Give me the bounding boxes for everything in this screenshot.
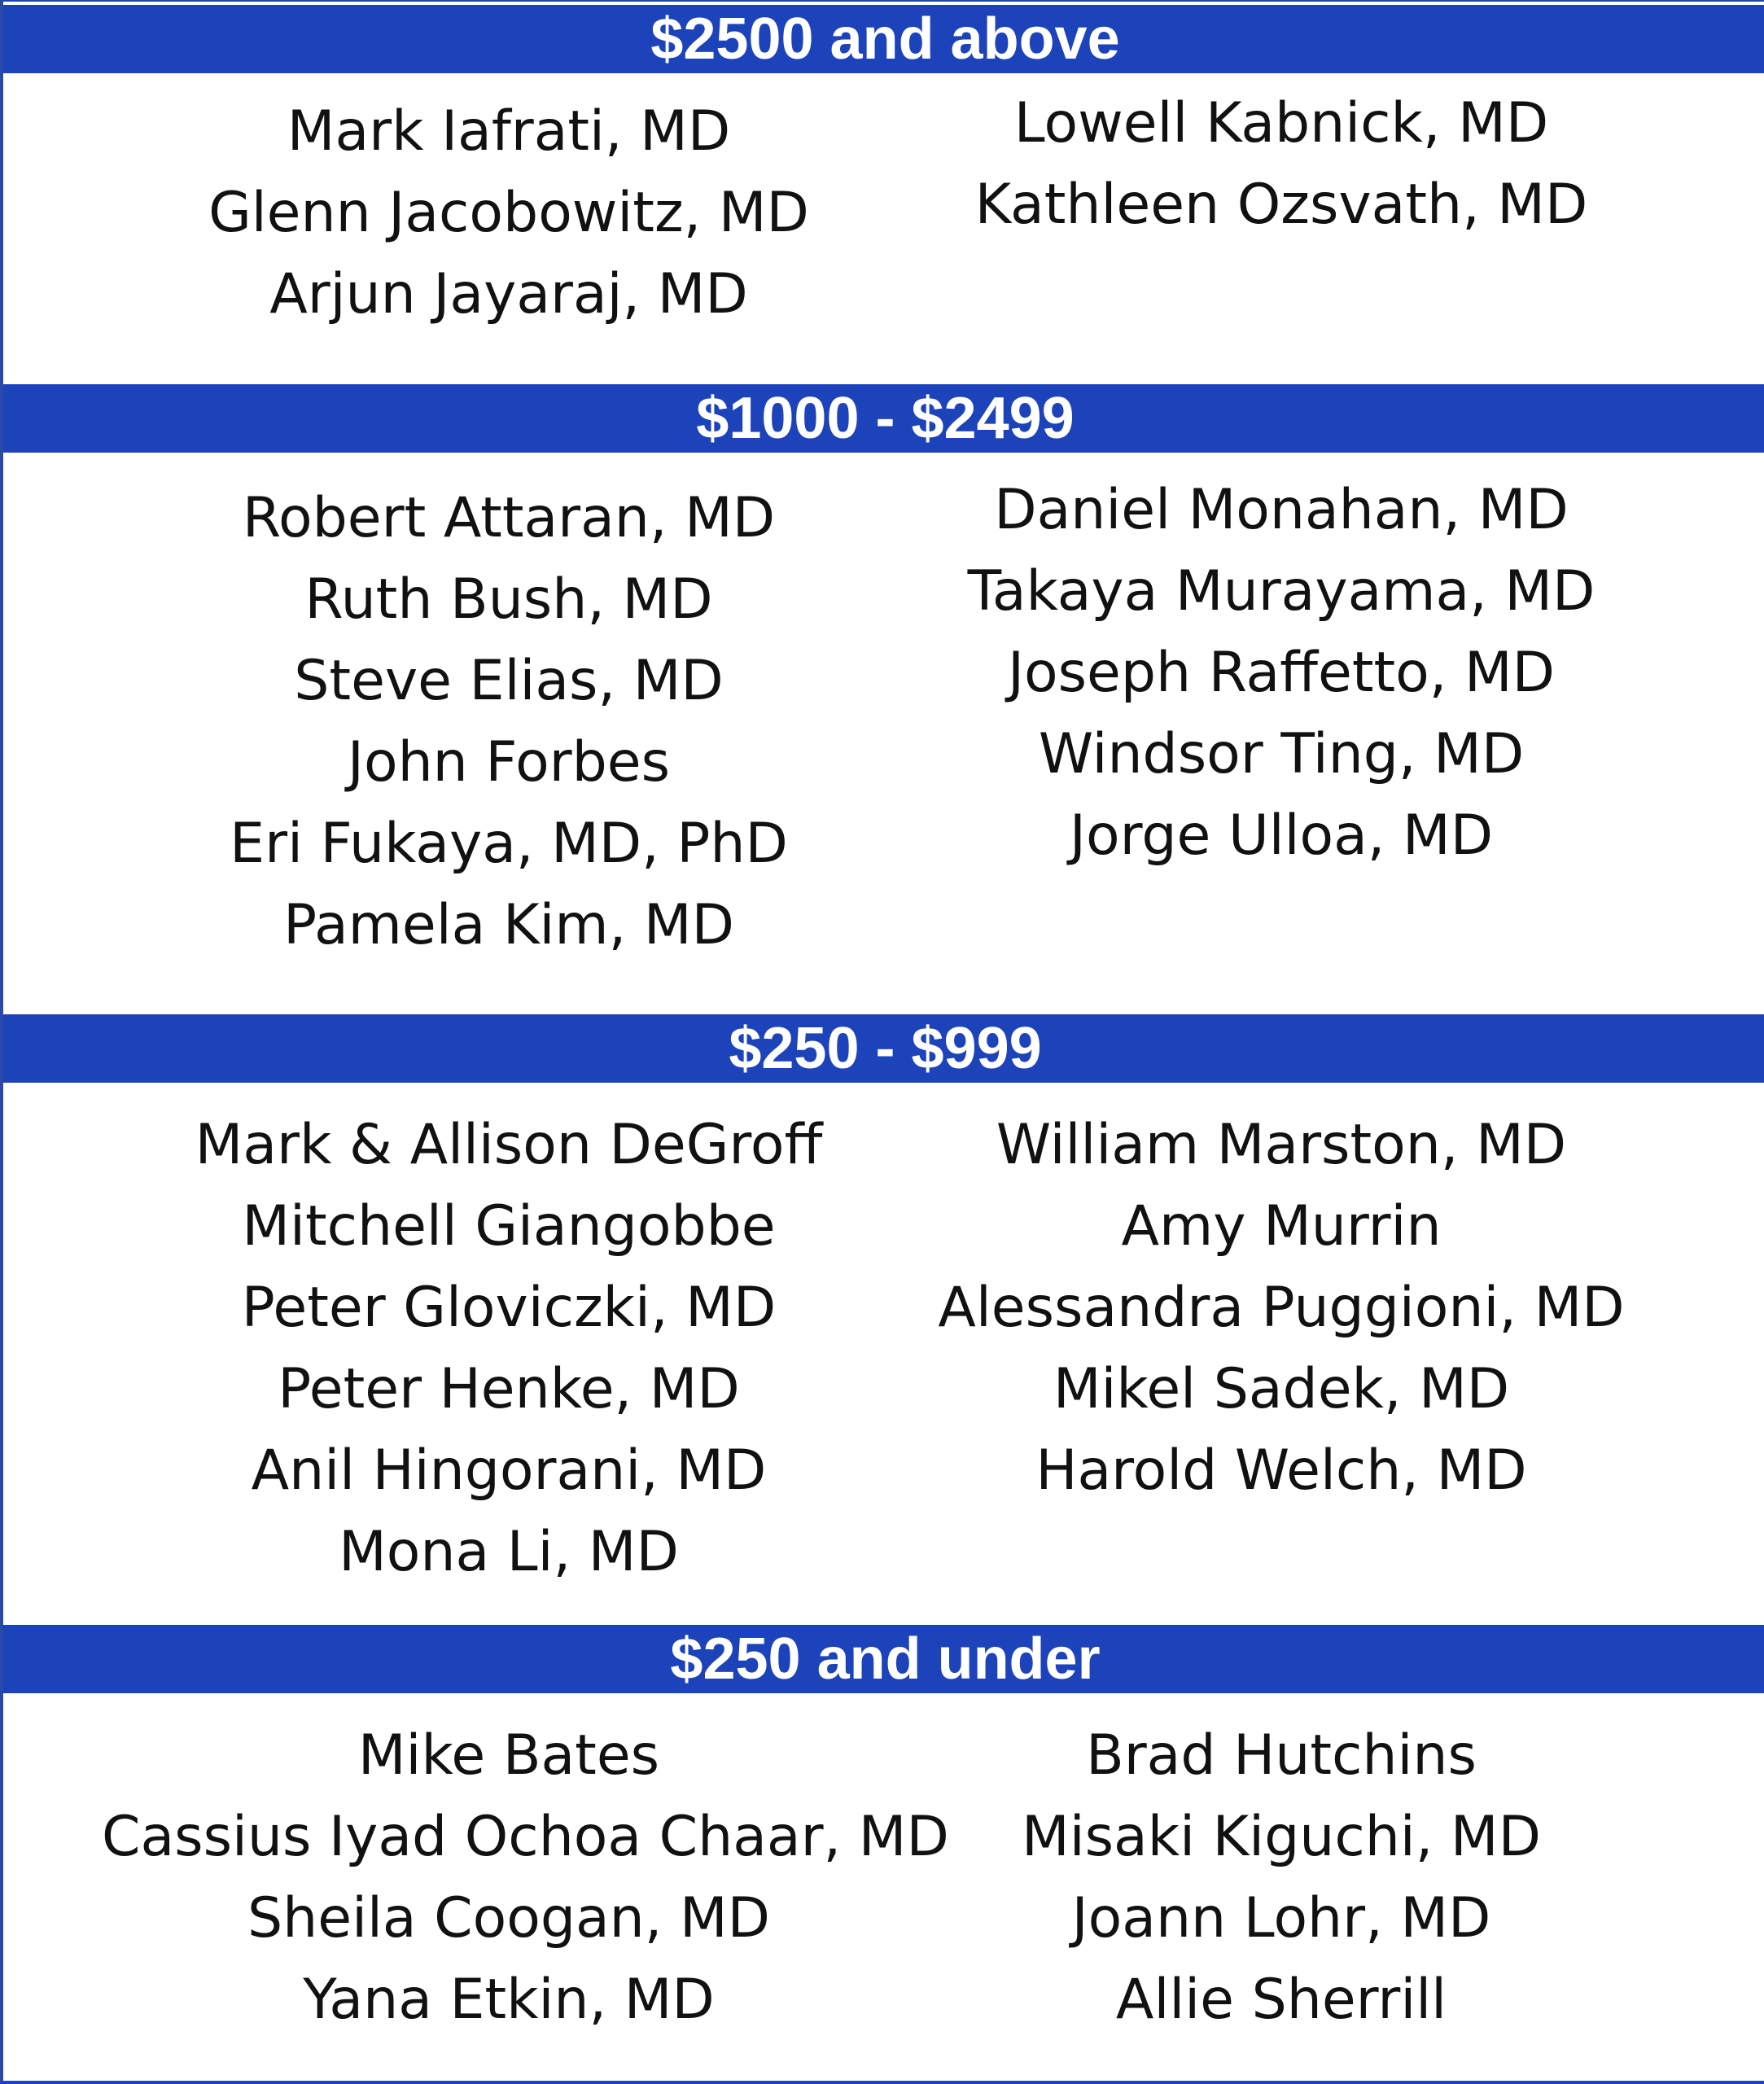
donor-name: Harold Welch, MD — [1035, 1438, 1527, 1503]
donor-name: Mark Iafrati, MD — [287, 99, 731, 164]
donor-name: Pamela Kim, MD — [283, 893, 734, 957]
tier-left-column — [102, 478, 916, 966]
tier-heading: $250 - $999 — [3, 1014, 1764, 1083]
donor-name: Windsor Ting, MD — [1038, 722, 1525, 786]
donor-name: Mona Li, MD — [339, 1520, 679, 1584]
donor-name: Lowell Kabnick, MD — [1013, 91, 1549, 155]
donor-name: Joseph Raffetto, MD — [1007, 641, 1556, 705]
donor-name: Misaki Kiguchi, MD — [1022, 1805, 1541, 1869]
donor-name: Eri Fukaya, MD, PhD — [230, 812, 788, 876]
donor-name: Brad Hutchins — [1086, 1723, 1477, 1788]
donor-name: Peter Henke, MD — [278, 1357, 740, 1421]
donor-name: John Forbes — [347, 730, 671, 795]
tier-right-column — [874, 1715, 1688, 2041]
tier-right-column — [874, 1105, 1688, 1512]
donor-name: Daniel Monahan, MD — [994, 478, 1569, 542]
tier-heading: $250 and under — [3, 1625, 1764, 1693]
tier-left-column — [102, 1105, 916, 1593]
donor-name: Joann Lohr, MD — [1071, 1886, 1491, 1950]
donor-name: Takaya Murayama, MD — [967, 559, 1595, 624]
donor-name: Yana Etkin, MD — [303, 1968, 715, 2032]
donor-name: Sheila Coogan, MD — [247, 1886, 771, 1950]
donor-name: Mikel Sadek, MD — [1053, 1357, 1510, 1421]
tier-left-column — [102, 91, 916, 335]
tier-heading: $2500 and above — [3, 5, 1764, 73]
donor-name: Steve Elias, MD — [294, 649, 724, 713]
donor-name: Amy Murrin — [1121, 1194, 1442, 1259]
donor-name: Anil Hingorani, MD — [251, 1438, 767, 1503]
donor-name: Allie Sherrill — [1115, 1968, 1447, 2032]
donor-name: Cassius Iyad Ochoa Chaar, MD — [102, 1805, 949, 1869]
tier-right-column — [874, 470, 1688, 877]
donor-name: Jorge Ulloa, MD — [1069, 803, 1494, 868]
donor-name: Ruth Bush, MD — [304, 567, 713, 632]
tier-heading: $1000 - $2499 — [3, 384, 1764, 453]
donor-name: Glenn Jacobowitz, MD — [208, 181, 809, 245]
donor-name: Alessandra Puggioni, MD — [938, 1276, 1625, 1340]
donor-name: Peter Gloviczki, MD — [241, 1276, 777, 1340]
donor-name: Arjun Jayaraj, MD — [269, 262, 748, 326]
donor-name: Mark & Allison DeGroff — [195, 1113, 823, 1177]
tier-left-column — [102, 1715, 949, 2041]
tier-right-column — [874, 83, 1688, 246]
donor-name: William Marston, MD — [996, 1113, 1567, 1177]
donor-name: Mitchell Giangobbe — [242, 1194, 776, 1259]
donor-name: Mike Bates — [357, 1723, 660, 1788]
donor-name: Robert Attaran, MD — [242, 486, 776, 550]
donor-name: Kathleen Ozsvath, MD — [974, 173, 1588, 237]
